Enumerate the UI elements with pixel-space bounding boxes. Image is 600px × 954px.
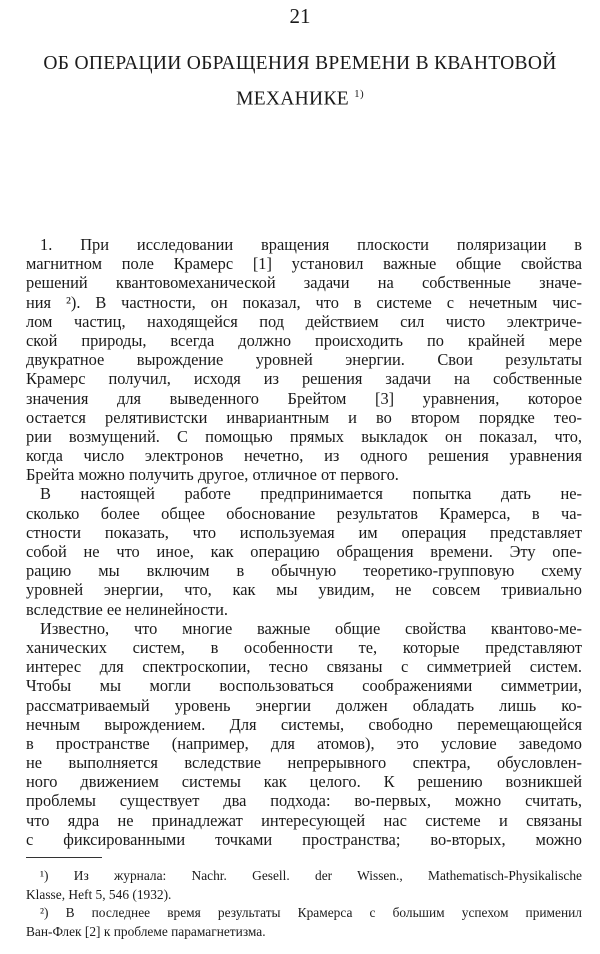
title-footnote-mark: 1) — [354, 88, 364, 100]
text-line: В настоящей работе предпринимается попытка дать не- — [40, 484, 582, 504]
title-line-2 — [10, 79, 590, 115]
footnotes — [26, 867, 582, 941]
page-number: 21 — [289, 4, 311, 28]
text-line: решений квантовомеханической задачи на собственные значе- — [26, 273, 582, 293]
text-line: интерес для спектроскопии, тесно связаны с симметрией систем. — [26, 657, 582, 677]
title-line-2-text: МЕХАНИКЕ — [236, 88, 349, 110]
text-line: ного движением системы как целого. К решению возникшей — [26, 772, 582, 792]
text-line: Крамерс получил, исходя из решения задачи на собственные — [26, 369, 582, 389]
text-line: Чтобы мы могли воспользоваться соображениями симметрии, — [26, 676, 582, 696]
text-line: ¹) Из журнала: Nachr. Gesell. der Wissen., Mathematisch-Physikalische — [40, 868, 582, 883]
text-line: сколько более общее обоснование результатов Крамерса, в ча- — [26, 503, 582, 523]
text-line: ния ²). В частности, он показал, что в системе с нечетным чис- — [26, 292, 582, 312]
footnote-divider — [26, 857, 102, 858]
text-line: Klasse, Heft 5, 546 (1932). — [26, 886, 172, 902]
title-line-1: ОБ ОПЕРАЦИИ ОБРАЩЕНИЯ ВРЕМЕНИ В КВАНТОВОЙ — [43, 53, 557, 74]
text-line: 1. При исследовании вращения плоскости поляризации в — [40, 235, 582, 254]
text-line: Брейта можно получить другое, отличное от первого. — [26, 465, 399, 485]
footnote — [26, 867, 582, 904]
text-line: лом частиц, находящейся под действием сил чисто электриче- — [26, 311, 582, 331]
text-line: стности показать, что используемая им операция представляет — [26, 522, 582, 542]
text-line: проблемы существует два подхода: во-первых, можно считать, — [26, 791, 582, 811]
text-line: когда число электронов нечетно, из одного решения уравнения — [26, 446, 582, 466]
text-line: рацию мы включим в обычную теоретико-групповую схему — [26, 561, 582, 581]
footnote — [26, 904, 582, 941]
article-title — [10, 49, 590, 115]
text-line: значения для выведенного Брейтом [3] уравнения, которое — [26, 388, 582, 408]
text-line: магнитном поле Крамерс [1] установил важные общие свойства — [26, 254, 582, 274]
text-line: собой не что иное, как операцию обращения времени. Эту опе- — [26, 542, 582, 561]
text-line: вследствие ее нелинейности. — [26, 599, 228, 619]
paragraph — [26, 619, 582, 849]
text-line: не выполняется вследствие непрерывного спектра, обусловлен- — [26, 753, 582, 773]
text-line: рассматриваемый уровень энергии должен обладать лишь ко- — [26, 695, 582, 715]
text-line: двукратное вырождение уровней энергии. Свои результаты — [26, 350, 582, 370]
text-line: уровней энергии, что, как мы увидим, не совсем тривиально — [26, 580, 582, 600]
text-line: Известно, что многие важные общие свойства квантово-ме- — [40, 618, 582, 638]
paragraph — [26, 235, 582, 484]
body-text — [26, 235, 582, 849]
text-line: ²) В последнее время результаты Крамерса с большим успехом применил — [40, 905, 582, 920]
text-line: остается релятивистски инвариантным и во втором порядке тео- — [26, 407, 582, 427]
text-line: Ван-Флек [2] к проблеме парамагнетизма. — [26, 923, 266, 939]
text-line: рии возмущений. С помощью прямых выкладок он показал, что, — [26, 426, 582, 446]
text-line: с фиксированными точками пространства; во-вторых, можно — [26, 829, 582, 849]
text-line: в пространстве (например, для атомов), это условие заведомо — [26, 733, 582, 753]
text-line: ской природы, всегда должно происходить по крайней мере — [26, 330, 582, 350]
paragraph — [26, 484, 582, 618]
text-line: что ядра не принадлежат интересующей нас системе и связаны — [26, 810, 582, 830]
text-line: ханических систем, в особенности те, которые представляют — [26, 637, 582, 657]
text-line: нечным вырождением. Для системы, свободно перемещающейся — [26, 714, 582, 734]
